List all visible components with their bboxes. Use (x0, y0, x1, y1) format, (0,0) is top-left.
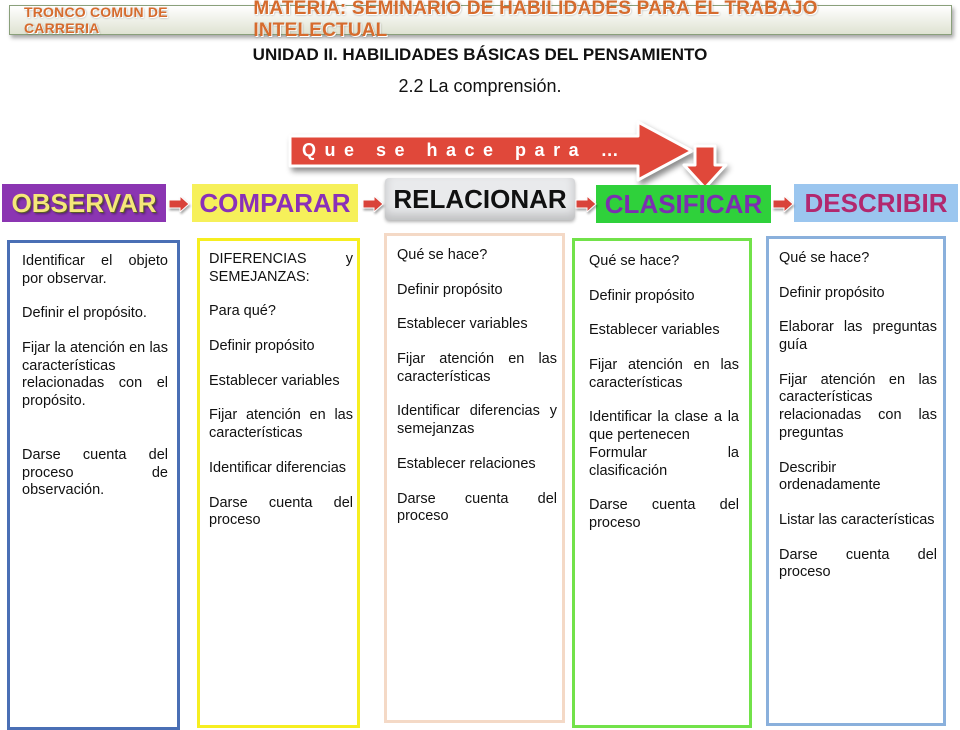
describir-steps-box (766, 236, 946, 726)
down-arrow-icon (681, 143, 729, 191)
clasificar-steps-box (572, 238, 752, 728)
list-item: Establecer relaciones (397, 455, 536, 472)
list-item: Fijar atención en las características (397, 351, 557, 385)
observar-steps-box (7, 240, 180, 730)
small-arrow-icon (575, 196, 597, 212)
list-item: Fijar atención en las características (209, 407, 353, 442)
list-item: Darse cuenta del proceso de observación. (22, 446, 168, 499)
list-item: DIFERENCIAS y SEMEJANZAS: (209, 251, 353, 285)
small-arrow-icon (362, 196, 384, 212)
list-item: Identificar la clase a la que pertenecen (589, 409, 739, 444)
list-item: Describir ordenadamente (779, 459, 881, 494)
list-item: Formular la clasificación (589, 444, 739, 479)
small-arrow-icon (772, 196, 794, 212)
list-item: Qué se hace? (589, 253, 680, 269)
relacionar-steps-box (384, 233, 565, 723)
list-item: Fijar atención en las características (589, 357, 739, 391)
step-describir: DESCRIBIR (794, 184, 958, 222)
list-item: Para qué? (209, 303, 276, 320)
list-item: Establecer variables (589, 322, 720, 339)
process-arrow (288, 120, 698, 182)
list-item: Fijar la atención en las características relacionadas con el propósito. (22, 340, 168, 410)
step-relacionar: RELACIONAR (385, 178, 575, 220)
list-item: Identificar el objeto por observar. (22, 253, 168, 287)
list-item: Definir propósito (589, 287, 695, 304)
list-item: Identificar diferencias (209, 459, 347, 476)
step-comparar: COMPARAR (192, 184, 358, 222)
list-item: Definir propósito (779, 284, 885, 301)
unit-subtitle: 2.2 La comprensión. (398, 76, 562, 96)
arrow-label: Que se hace para … (302, 140, 628, 160)
list-item: Qué se hace? (397, 247, 488, 263)
list-item: Identificar diferencias y semejanzas (397, 403, 557, 438)
list-item: Darse cuenta del proceso (397, 490, 557, 525)
banner-title: MATERIA: SEMINARIO DE HABILIDADES PARA EL TRABAJO INTELECTUAL (253, 0, 818, 41)
small-arrow-icon (168, 196, 190, 212)
list-item: Establecer variables (397, 316, 528, 333)
list-item: Qué se hace? (779, 250, 870, 266)
list-item: Darse cuenta del proceso (779, 546, 937, 581)
list-item: Definir el propósito. (22, 305, 147, 322)
list-item: Definir propósito (209, 338, 315, 355)
list-item: Fijar atención en las características relacionadas con las preguntas (779, 371, 937, 441)
list-item: Listar las características (779, 511, 935, 528)
list-item: Elaborar las preguntas guía (779, 319, 937, 354)
course-banner (9, 0, 952, 41)
list-item: Establecer variables (209, 372, 340, 389)
comparar-steps-box (197, 238, 360, 728)
step-observar: OBSERVAR (2, 184, 166, 222)
step-clasificar: CLASIFICAR (596, 185, 771, 223)
unit-title: UNIDAD II. HABILIDADES BÁSICAS DEL PENSAMIENTO (252, 45, 708, 64)
list-item: Darse cuenta del proceso (209, 494, 353, 529)
list-item: Darse cuenta del proceso (589, 497, 739, 531)
list-item: Definir propósito (397, 281, 503, 298)
banner-prefix: TRONCO COMUN DE CARRERIA (24, 4, 168, 36)
